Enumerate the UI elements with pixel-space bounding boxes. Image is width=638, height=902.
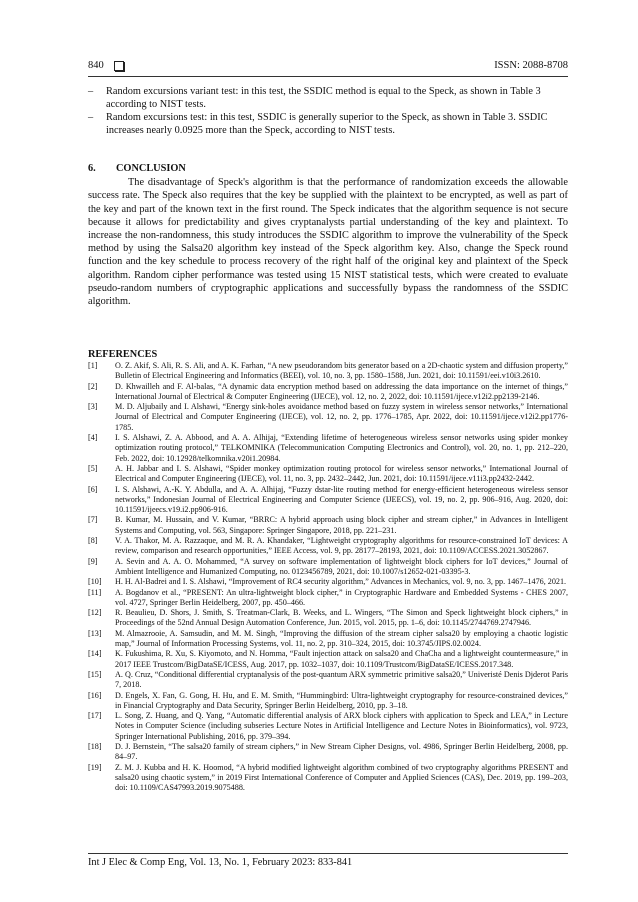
conclusion-section [88, 162, 568, 308]
reference-number: [9] [88, 556, 98, 566]
square-bullet-icon [114, 61, 124, 71]
reference-number: [5] [88, 463, 98, 473]
conclusion-paragraph: The disadvantage of Speck's algorithm is that the performance of randomization exceeds the allowable success rate. The Speck also requires that the key be supplied with the plaintext to be encrypted, as well as part of the key and part of the known text in the first round. The Speck indicates that the algorithm sequence is not secure because it allows for predictability and gives cryptanalysts partial understanding of the key and plaintext. To increase the non-randomness, this study introduces the SSDIC algorithm to improve the vulnerability of the Speck method by using the Salsa20 algorithm key instead of the Speck algorithm key. Also, change the Speck round function and the key schedule to process recovery of the right half of the original key and plaintext of the Speck algorithm. Random cipher performance was tested using 15 NIST statistical tests, which were created to evaluate pseudo-random numbers of cryptographic applications and successfully bypass the randomness of the SSDIC algorithm. [88, 177, 568, 308]
reference-item [88, 433, 568, 464]
reference-text: I. S. Alshawi, Z. A. Abbood, and A. A. Alhijaj, “Extending lifetime of heterogeneous wireless sensor networks using spider monkey optimization routing protocol,” TELKOMNIKA (Telecommunication Computing Electronics and Control), vol. 20, no. 1, pp. 212–220, Feb. 2022, doi: 10.12928/telkomnika.v20i1.20984. [115, 433, 568, 463]
reference-number: [12] [88, 608, 102, 618]
reference-item [88, 557, 568, 578]
reference-item [88, 742, 568, 763]
reference-item [88, 402, 568, 433]
references-heading: REFERENCES [88, 349, 158, 360]
reference-text: A. Q. Cruz, “Conditional differential cryptanalysis of the post-quantum ARX symmetric primitive salsa20,” Univeristé Denis Djderot Paris 7, 2018. [115, 669, 568, 690]
dash-icon: – [88, 86, 94, 97]
reference-number: [18] [88, 741, 102, 751]
section-heading [88, 162, 568, 175]
reference-number: [13] [88, 628, 102, 638]
reference-item [88, 515, 568, 536]
reference-text: D. Engels, X. Fan, G. Gong, H. Hu, and E. M. Smith, “Hummingbird: Ultra-lightweight cryptography for resource-constrained devices,” in Financial Cryptography and Data Security, Springer Berlin Heidelberg, 2010, pp. 3–18. [115, 690, 568, 710]
dash-icon: – [88, 112, 94, 123]
reference-item [88, 588, 568, 609]
issn-label: ISSN: 2088-8708 [494, 60, 568, 71]
reference-text: Z. M. J. Kubba and H. K. Hoomod, “A hybrid modified lightweight algorithm combined of two cryptography algorithms PRESENT and salsa20 using chaotic system,” in 2019 First International Conference of Computer and Applied Sciences (CAS), Dec. 2019, pp. 199–203, doi: 10.1109/CAS47993.2019.9075488. [115, 762, 568, 793]
bullet-text: Random excursions variant test: in this test, the SSDIC method is equal to the Speck, as shown in Table 3 according to NIST tests. [106, 86, 541, 110]
section-number: 6. [88, 163, 96, 174]
reference-list [88, 361, 568, 793]
reference-number: [7] [88, 515, 98, 525]
reference-text: D. Khwailleh and F. Al-balas, “A dynamic data encryption method based on addressing the data importance on the internet of things,” International Journal of Electrical & Computer Engineering (IJECE), vol. 12, no. 2, 2022, doi: 10.11591/ijece.v12i2.pp2139-2146. [115, 381, 568, 401]
reference-item [88, 577, 568, 587]
reference-number: [8] [88, 536, 98, 546]
header-rule [88, 76, 568, 77]
reference-number: [2] [88, 381, 98, 391]
reference-text: R. Beaulieu, D. Shors, J. Smith, S. Treatman-Clark, B. Weeks, and L. Wingers, “The Simon and Speck lightweight block ciphers,” in Proceedings of the 52nd Annual Design Automation Conference, Jun. 2015, vol. 2015, pp. 1–6, doi: 10.1145/2744769.2747946. [115, 608, 568, 628]
bullet-list [88, 85, 568, 137]
reference-text: O. Z. Akif, S. Ali, R. S. Ali, and A. K. Farhan, “A new pseudorandom bits generator based on a 2D-chaotic system and diffusion property,” Bulletin of Electrical Engineering and Informatics (BEEI), vol. 10, no. 3, pp. 1580–1588, Jun. 2021, doi: 10.11591/eei.v10i3.2610. [115, 361, 568, 381]
bullet-item [88, 85, 568, 111]
reference-text: M. D. Aljubaily and I. Alshawi, “Energy sink-holes avoidance method based on fuzzy system in wireless sensor networks,” International Journal of Electrical and Computer Engineering (IJECE), vol. 12, no. 2, pp. 1776–1785, Apr. 2022, doi: 10.11591/ijece.v12i2.pp1776-1785. [115, 402, 568, 432]
reference-item [88, 691, 568, 712]
reference-item [88, 464, 568, 485]
reference-text: L. Song, Z. Huang, and Q. Yang, “Automatic differential analysis of ARX block ciphers with application to Speck and LEA,” in Lecture Notes in Computer Science (including subseries Lecture Notes in Artificial Intelligence and Lecture Notes in Bioinformatics), vol. 9723, Springer International Publishing, 2016, pp. 379–394. [115, 711, 568, 741]
reference-number: [3] [88, 402, 98, 412]
references-section [88, 349, 568, 793]
reference-item [88, 536, 568, 557]
reference-text: I. S. Alshawi, A.-K. Y. Abdulla, and A. A. Alhijaj, “Fuzzy dstar-lite routing method for energy-efficient heterogeneous wireless sensor networks,” Indonesian Journal of Electrical Engineering and Computer Science (IJEECS), vol. 19, no. 2, pp. 906–916, Aug. 2020, doi: 10.11591/ijeecs.v19.i2.pp906-916. [115, 484, 568, 515]
reference-text: M. Almazrooie, A. Samsudin, and M. M. Singh, “Improving the diffusion of the stream cipher salsa20 by employing a chaotic logistic map,” Journal of Information Processing Systems, vol. 11, no. 2, pp. 310–324, 2015, doi: 10.3745/JIPS.02.0024. [115, 628, 568, 649]
reference-number: [6] [88, 484, 98, 494]
reference-number: [10] [88, 577, 102, 587]
reference-item [88, 382, 568, 403]
page-number: 840 [88, 60, 104, 71]
reference-text: V. A. Thakor, M. A. Razzaque, and M. R. A. Khandaker, “Lightweight cryptography algorithms for resource-constrained IoT devices: A review, comparison and research opportunities,” IEEE Access, vol. 9, pp. 28177–28193, 2021, doi: 10.1109/ACCESS.2021.3052867. [115, 536, 568, 556]
footer-rule [88, 853, 568, 854]
reference-number: [19] [88, 762, 102, 772]
reference-text: D. J. Bernstein, “The salsa20 family of stream ciphers,” in New Stream Cipher Designs, vol. 4986, Springer Berlin Heidelberg, 2008, pp. 84–97. [115, 741, 568, 762]
reference-item [88, 608, 568, 629]
reference-number: [17] [88, 711, 102, 721]
footer-citation: Int J Elec & Comp Eng, Vol. 13, No. 1, February 2023: 833-841 [88, 857, 353, 868]
reference-item [88, 361, 568, 382]
reference-item [88, 649, 568, 670]
reference-text: A. Sevin and A. A. O. Mohammed, “A survey on software implementation of lightweight block ciphers for IoT devices,” Journal of Ambient Intelligence and Humanized Computing, no. 0123456789, 2021, doi: 10.1007/s12652-021-03395-3. [115, 556, 568, 576]
reference-text: K. Fukushima, R. Xu, S. Kiyomoto, and N. Homma, “Fault injection attack on salsa20 and ChaCha and a lightweight countermeasure,” in 2017 IEEE Trustcom/BigDataSE/ICESS, Aug. 2017, pp. 1032–1037, doi: 10.1109/Trustcom/BigDataSE/ICESS.2017.348. [115, 649, 568, 669]
reference-text: A. Bogdanov et al., “PRESENT: An ultra-lightweight block cipher,” in Cryptographic Hardware and Embedded Systems - CHES 2007, vol. 4727, Springer Berlin Heidelberg, 2007, pp. 450–466. [115, 587, 568, 607]
reference-number: [1] [88, 361, 98, 370]
reference-number: [16] [88, 690, 102, 700]
section-title: CONCLUSION [116, 163, 186, 174]
reference-text: H. H. Al-Badrei and I. S. Alshawi, “Improvement of RC4 security algorithm,” Advances in Mechanics, vol. 9, no. 3, pp. 1467–1476, 2021. [115, 577, 567, 587]
reference-number: [11] [88, 587, 102, 597]
reference-item [88, 485, 568, 516]
reference-item [88, 629, 568, 650]
reference-item [88, 711, 568, 742]
reference-text: A. H. Jabbar and I. S. Alshawi, “Spider monkey optimization routing protocol for wireless sensor networks,” International Journal of Electrical and Computer Engineering (IJECE), vol. 11, no. 3, pp. 2432–2442, Jun. 2021, doi: 10.11591/ijece.v11i3.pp2432-2442. [115, 463, 568, 484]
bullet-item [88, 111, 568, 137]
reference-number: [4] [88, 433, 98, 443]
reference-text: B. Kumar, M. Hussain, and V. Kumar, “BRRC: A hybrid approach using block cipher and stream cipher,” in Advances in Intelligent Systems and Computing, vol. 563, Singapore: Springer Singapore, 2018, pp. 221–231. [115, 515, 568, 535]
reference-number: [15] [88, 669, 102, 679]
page-header [88, 60, 568, 74]
reference-item [88, 670, 568, 691]
reference-number: [14] [88, 649, 102, 659]
reference-item [88, 763, 568, 794]
bullet-text: Random excursions test: in this test, SSDIC is generally superior to the Speck, as shown in Table 3. SSDIC increases nearly 0.0925 more than the Speck, according to NIST tests. [106, 112, 548, 136]
